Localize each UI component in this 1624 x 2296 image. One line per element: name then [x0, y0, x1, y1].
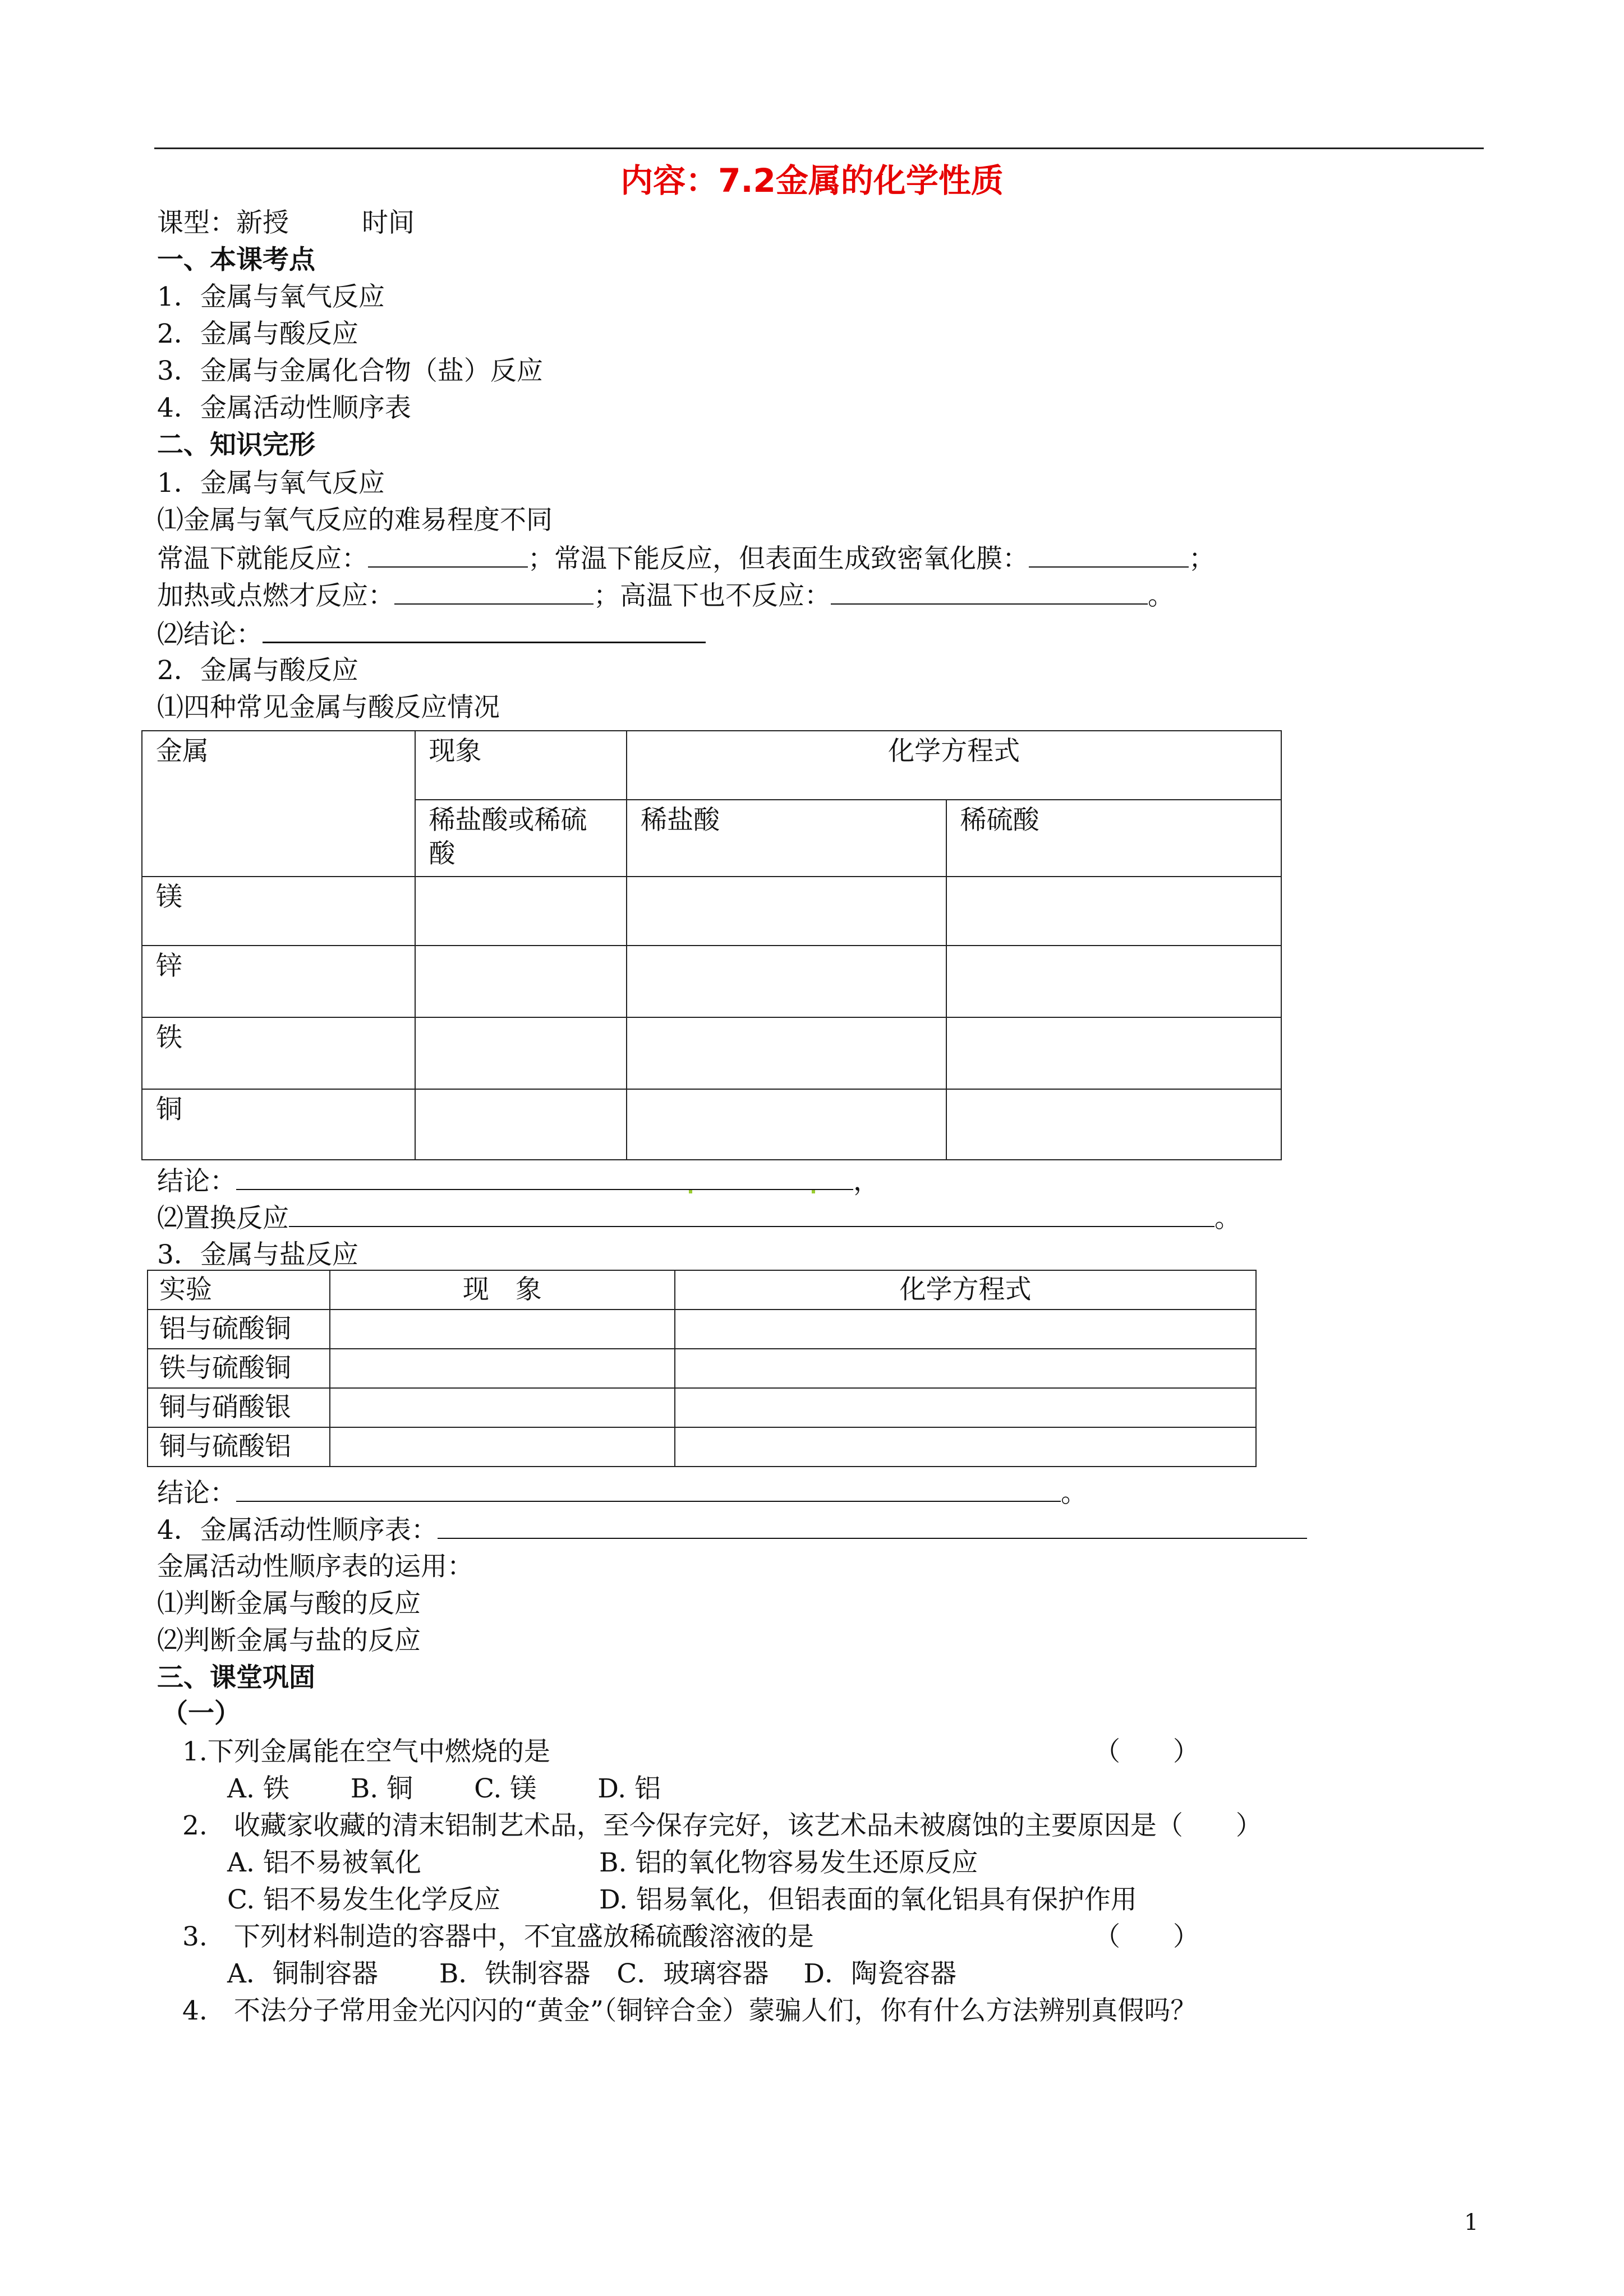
answer-paren[interactable]: （ ）: [1094, 1921, 1199, 1952]
table-cell[interactable]: [627, 877, 946, 946]
fill-blank[interactable]: [438, 1513, 1307, 1539]
header-experiment: 实验: [148, 1270, 330, 1310]
header-phenomenon: 现 象: [330, 1270, 675, 1310]
fill-blank[interactable]: [1029, 542, 1189, 568]
table-cell[interactable]: [675, 1388, 1256, 1427]
acid-sub1: ⑴四种常见金属与酸反应情况: [157, 692, 500, 723]
question-2-option-a: A. 铝不易被氧化: [227, 1847, 421, 1878]
oxygen-sub1: ⑴金属与氧气反应的难易程度不同: [157, 505, 553, 536]
fill-blank[interactable]: [368, 542, 528, 568]
section3-heading: 三、课堂巩固: [157, 1662, 315, 1693]
subheader-hcl: 稀盐酸: [627, 800, 946, 877]
oxygen-heading: 1．金属与氧气反应: [157, 468, 385, 499]
header-equation: 化学方程式: [675, 1270, 1256, 1310]
row-metal-cu: 铜: [142, 1089, 415, 1160]
row-experiment: 铝与硫酸铜: [148, 1310, 330, 1349]
time-label: 时间: [362, 208, 415, 238]
answer-paren[interactable]: （ ）: [1094, 1736, 1199, 1767]
subheader-h2so4: 稀硫酸: [946, 800, 1281, 877]
table-cell[interactable]: [415, 877, 627, 946]
table-cell[interactable]: [330, 1427, 675, 1467]
row-metal-mg: 镁: [142, 877, 415, 946]
table-cell[interactable]: [946, 1017, 1281, 1089]
row-experiment: 铜与硝酸银: [148, 1388, 330, 1427]
salt-heading: 3．金属与盐反应: [157, 1239, 358, 1270]
question-3-options: A．铜制容器 B．铁制容器 C．玻璃容器 D．陶瓷容器: [227, 1958, 957, 1989]
exam-point-4: 4．金属活动性顺序表: [157, 393, 411, 423]
acid-heading: 2．金属与酸反应: [157, 655, 358, 686]
table-cell[interactable]: [946, 1089, 1281, 1160]
table-cell[interactable]: [627, 946, 946, 1017]
question-3: 3. 下列材料制造的容器中，不宜盛放稀硫酸溶液的是: [182, 1921, 814, 1952]
table-cell[interactable]: [415, 1089, 627, 1160]
header-equation: 化学方程式: [627, 731, 1281, 800]
question-2: 2. 收藏家收藏的清末铝制艺术品，至今保存完好，该艺术品未被腐蚀的主要原因是（ ）: [182, 1810, 1262, 1841]
decorative-dot: [689, 1190, 692, 1193]
header-metal: 金属: [142, 731, 415, 877]
displacement-line: ⑵置换反应 。: [157, 1201, 1241, 1235]
row-metal-fe: 铁: [142, 1017, 415, 1089]
question-1-options: A. 铁 B. 铜 C. 镁 D. 铝: [227, 1773, 661, 1804]
table-cell[interactable]: [415, 946, 627, 1017]
decorative-dot: [812, 1190, 815, 1193]
activity-use-2: ⑵判断金属与盐的反应: [157, 1625, 421, 1656]
exam-point-1: 1．金属与氧气反应: [157, 282, 385, 312]
acid-conclusion: 结论： ，: [157, 1164, 880, 1198]
question-2-option-c: C. 铝不易发生化学反应: [227, 1884, 501, 1915]
activity-use-1: ⑴判断金属与酸的反应: [157, 1588, 421, 1619]
subheader-acid: 稀盐酸或稀硫酸: [415, 800, 627, 877]
row-experiment: 铜与硫酸铝: [148, 1427, 330, 1467]
row-experiment: 铁与硫酸铜: [148, 1349, 330, 1388]
table-cell[interactable]: [330, 1349, 675, 1388]
fill-blank[interactable]: [289, 1201, 1214, 1227]
activity-use: 金属活动性顺序表的运用：: [157, 1551, 473, 1582]
fill-blank[interactable]: [236, 1164, 853, 1190]
page-title: 内容：7.2金属的化学性质: [620, 162, 1004, 200]
table-cell[interactable]: [627, 1089, 946, 1160]
section3-sub: （一）: [162, 1698, 241, 1729]
table-cell[interactable]: [675, 1310, 1256, 1349]
table-cell[interactable]: [946, 877, 1281, 946]
oxygen-fill-line1: 常温下就能反应： ；常温下能反应，但表面生成致密氧化膜： ；: [157, 542, 1215, 576]
metal-acid-table: [141, 730, 1282, 1160]
table-cell[interactable]: [627, 1017, 946, 1089]
exam-point-3: 3．金属与金属化合物（盐）反应: [157, 356, 543, 386]
question-2-option-d: D. 铝易氧化，但铝表面的氧化铝具有保护作用: [599, 1884, 1137, 1915]
table-cell[interactable]: [675, 1349, 1256, 1388]
header-phenomenon: 现象: [415, 731, 627, 800]
table-cell[interactable]: [330, 1388, 675, 1427]
table-cell[interactable]: [415, 1017, 627, 1089]
lesson-type: 课型：新授: [157, 208, 289, 238]
section2-heading: 二、知识完形: [157, 430, 315, 460]
row-metal-zn: 锌: [142, 946, 415, 1017]
exam-point-2: 2．金属与酸反应: [157, 319, 358, 349]
fill-blank[interactable]: [394, 579, 594, 605]
page-number: 1: [1464, 2210, 1479, 2235]
salt-conclusion: 结论： 。: [157, 1476, 1087, 1510]
table-cell[interactable]: [675, 1427, 1256, 1467]
metal-salt-table: [147, 1270, 1257, 1467]
question-2-option-b: B. 铝的氧化物容易发生还原反应: [599, 1847, 978, 1878]
oxygen-fill-line2: 加热或点燃才反应： ；高温下也不反应： 。: [157, 579, 1174, 613]
fill-blank[interactable]: [263, 617, 706, 643]
fill-blank[interactable]: [236, 1476, 1061, 1502]
fill-blank[interactable]: [831, 579, 1148, 605]
table-cell[interactable]: [330, 1310, 675, 1349]
activity-series-line: 4．金属活动性顺序表：: [157, 1513, 1307, 1547]
question-4: 4. 不法分子常用金光闪闪的“黄金”（铜锌合金）蒙骗人们，你有什么方法辨别真假吗？: [182, 1995, 1197, 2026]
header-rule: [154, 147, 1484, 149]
table-cell[interactable]: [946, 946, 1281, 1017]
meta-line: [157, 206, 415, 240]
oxygen-conclusion: ⑵结论：: [157, 617, 706, 652]
question-1: 1.下列金属能在空气中燃烧的是: [182, 1736, 550, 1767]
section1-heading: 一、本课考点: [157, 245, 315, 275]
